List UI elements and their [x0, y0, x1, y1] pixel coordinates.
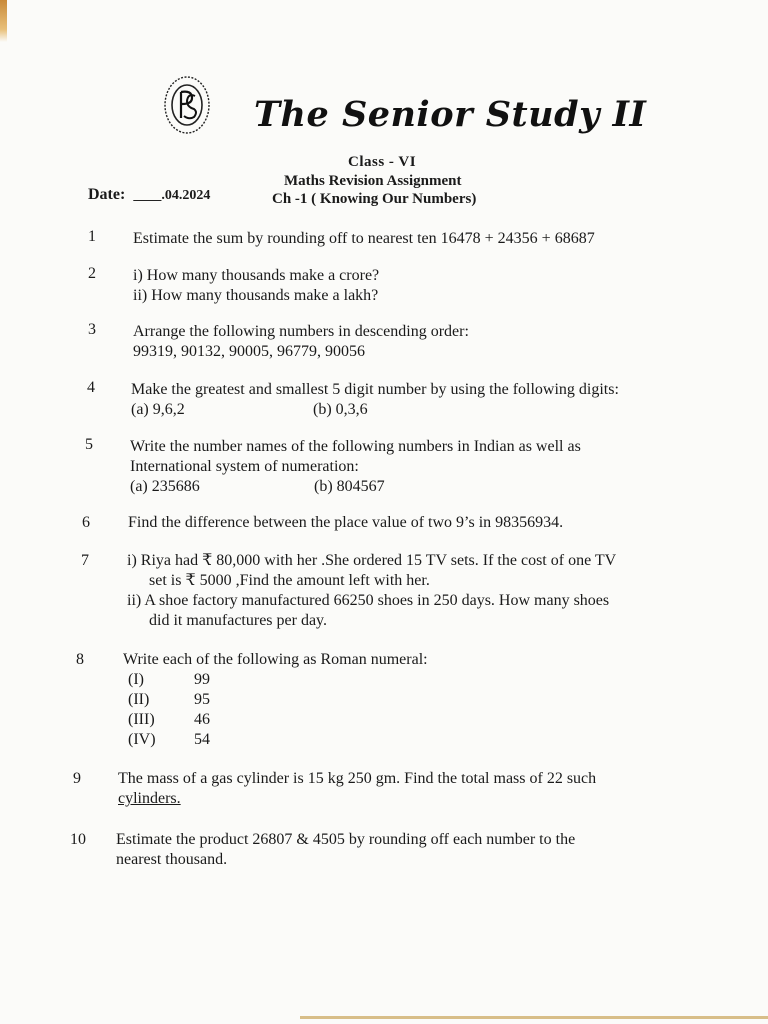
question-number: 4 — [87, 379, 95, 396]
question-text — [127, 551, 616, 631]
question-line: Write the number names of the following numbers in Indian as well as — [130, 438, 581, 455]
school-name: The Senior Study II — [254, 94, 647, 135]
question-line: 99319, 90132, 90005, 96779, 90056 — [133, 343, 365, 360]
list-item: (II) 95 — [128, 691, 210, 708]
question-number: 9 — [73, 770, 81, 787]
question-line: ii) How many thousands make a lakh? — [133, 287, 379, 304]
question-number: 2 — [88, 265, 96, 282]
date-field — [88, 186, 210, 204]
date-label: Date: — [88, 186, 126, 203]
question-line: Estimate the product 26807 & 4505 by rounding off each number to the — [116, 831, 576, 848]
question-line: International system of numeration: — [130, 458, 359, 475]
question-number: 8 — [76, 651, 84, 668]
date-value: ____.04.2024 — [133, 188, 211, 203]
question-number: 10 — [70, 831, 86, 848]
option-a: (a) 235686 — [130, 478, 200, 495]
question-line: i) How many thousands make a crore? — [133, 267, 380, 284]
option-a: (a) 9,6,2 — [131, 401, 185, 418]
list-item: (III) 46 — [128, 711, 210, 728]
paper-edge-line — [300, 1016, 768, 1019]
question-number: 7 — [81, 552, 89, 569]
question-text — [118, 769, 596, 809]
school-logo-icon — [162, 74, 212, 136]
question-text: Find the difference between the place value of two 9’s in 98356934. — [128, 514, 564, 531]
chapter-title: Ch -1 ( Knowing Our Numbers) — [272, 191, 477, 207]
question-line: did it manufactures per day. — [149, 612, 328, 629]
question-line: Write each of the following as Roman numeral: — [123, 651, 428, 668]
list-item: (I) 99 — [128, 671, 210, 688]
question-text — [133, 322, 469, 362]
question-text — [130, 437, 581, 497]
question-line: set is ₹ 5000 ,Find the amount left with her. — [149, 572, 430, 589]
question-text — [123, 650, 428, 750]
question-text: Estimate the sum by rounding off to nearest ten 16478 + 24356 + 68687 — [133, 230, 595, 247]
option-b: (b) 804567 — [314, 478, 385, 495]
question-line: cylinders. — [118, 790, 181, 807]
question-number: 1 — [88, 228, 96, 245]
question-line: i) Riya had ₹ 80,000 with her .She ordered 15 TV sets. If the cost of one TV — [127, 552, 617, 569]
question-number: 6 — [82, 514, 90, 531]
option-b: (b) 0,3,6 — [313, 401, 368, 418]
question-number: 5 — [85, 436, 93, 453]
question-number: 3 — [88, 321, 96, 338]
assignment-title: Maths Revision Assignment — [284, 173, 462, 189]
question-text — [133, 266, 379, 306]
question-text — [116, 830, 575, 870]
question-line: The mass of a gas cylinder is 15 kg 250 gm. Find the total mass of 22 such — [118, 770, 597, 787]
class-label: Class - VI — [348, 154, 417, 170]
question-text — [131, 380, 619, 420]
roman-list — [123, 670, 428, 750]
question-line: Make the greatest and smallest 5 digit number by using the following digits: — [131, 381, 619, 398]
list-item: (IV) 54 — [128, 731, 210, 748]
paper-edge-mark — [0, 0, 7, 42]
question-line: Arrange the following numbers in descending order: — [133, 323, 469, 340]
question-line: nearest thousand. — [116, 851, 228, 868]
question-line: ii) A shoe factory manufactured 66250 shoes in 250 days. How many shoes — [127, 592, 610, 609]
